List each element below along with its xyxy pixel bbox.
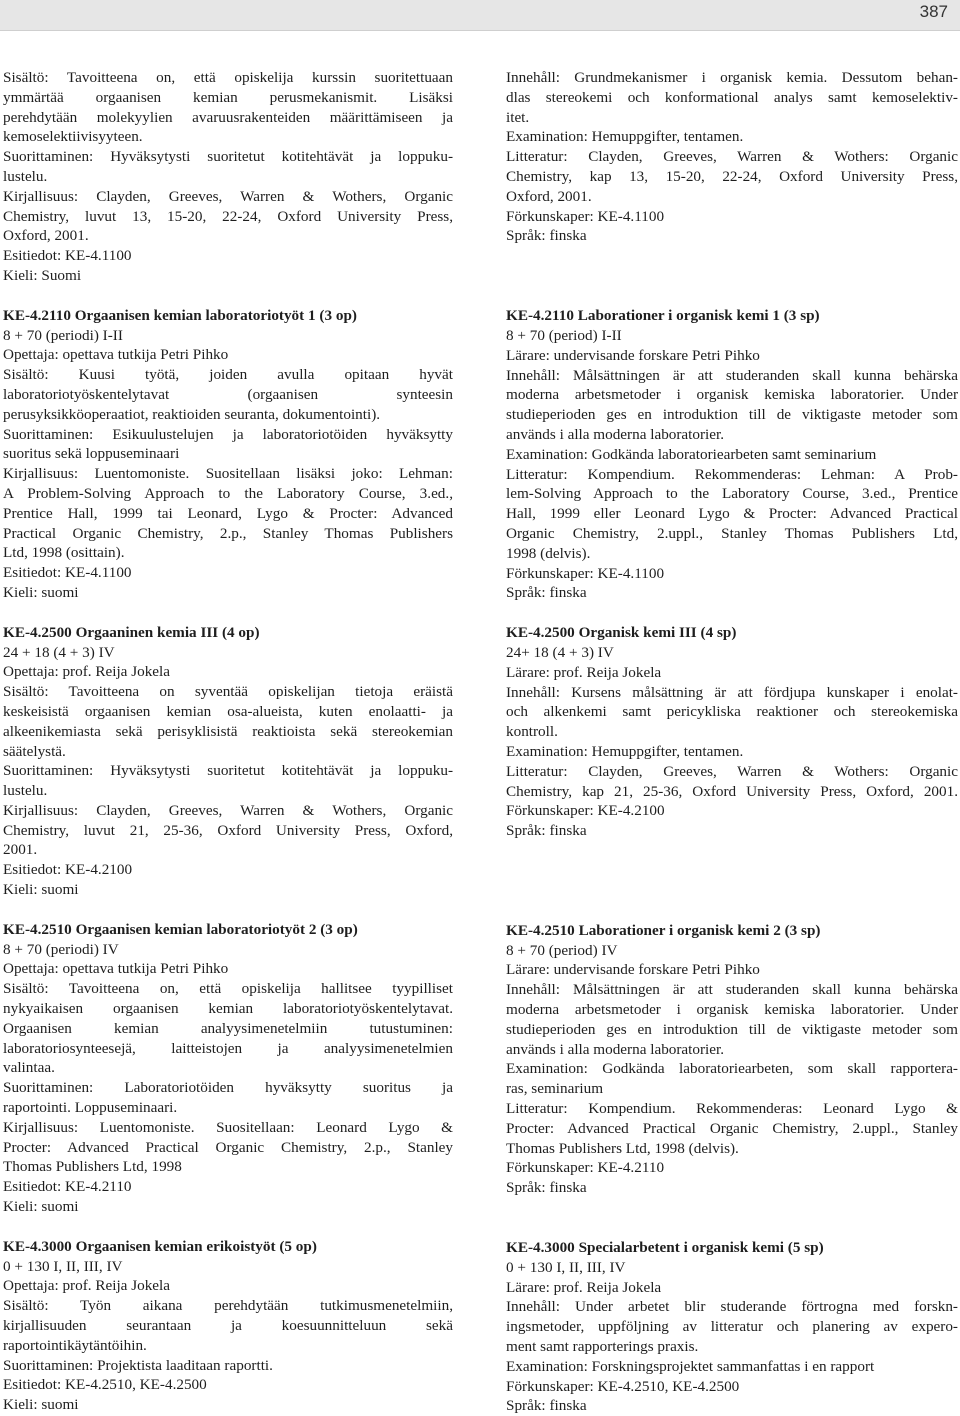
paragraph-gap <box>3 900 453 920</box>
text-line: raportointi. Loppuseminaari. <box>3 1099 178 1117</box>
text-line: Språk: finska <box>506 1397 587 1415</box>
text-line: Sisältö: Työn aikana perehdytään tutkimusmenetelmiin, <box>3 1297 453 1315</box>
text-line: Språk: finska <box>506 227 587 245</box>
text-line: Examination: Godkända laboratoriearbeten samt seminarium <box>506 445 877 463</box>
page-header-bar <box>0 0 960 31</box>
text-line: Kirjallisuus: Clayden, Greeves, Warren & Wothers, Organic <box>3 187 453 205</box>
text-line: Sisältö: Kuusi työtä, joiden avulla opitaan hyvät <box>3 366 453 384</box>
text-line: dlas stereokemi och konformational analys samt kemoselektiv- <box>506 88 958 106</box>
text-line: Innehåll: Grundmekanismer i organisk kemia. Dessutom behan- <box>506 69 958 86</box>
text-line: Språk: finska <box>506 822 587 840</box>
text-line: kemoselektiivisyyteen. <box>3 128 143 146</box>
text-line: Språk: finska <box>506 1179 587 1197</box>
text-line: alkeenikemiasta sekä perisyklisistä reaktioista sekä stereokemian <box>3 722 453 740</box>
text-line: itet. <box>506 108 530 126</box>
text-line: Esitiedot: KE-4.2100 <box>3 861 133 879</box>
text-line: Lärare: undervisande forskare Petri Pihko <box>506 346 760 364</box>
text-line: studieperioden ges en introduktion till de viktigaste metoder som <box>506 406 958 424</box>
text-line: suoritus sekä loppuseminaari <box>3 445 180 463</box>
text-line: Förkunskaper: KE-4.2100 <box>506 802 665 820</box>
paragraph-gap <box>506 861 958 881</box>
text-line: Examination: Hemuppgifter, tentamen. <box>506 128 744 146</box>
text-line: 8 + 70 (periodi) I-II <box>3 326 123 344</box>
text-line: Suorittaminen: Laboratoriotöiden hyväksytty suoritus ja <box>3 1079 453 1097</box>
paragraph-gap <box>506 1198 958 1218</box>
text-line: Esitiedot: KE-4.1100 <box>3 247 132 265</box>
paragraph-gap <box>506 246 958 266</box>
text-line: 1998 (delvis). <box>506 544 591 562</box>
text-line: Orgaanisen kemian analyysimenetelmiin tutustuminen: <box>3 1019 453 1037</box>
paragraph-gap <box>3 286 453 306</box>
text-line: Kieli: suomi <box>3 583 79 601</box>
text-line: kontroll. <box>506 723 558 741</box>
course-heading: KE-4.2510 Laborationer i organisk kemi 2 (3 sp) <box>506 921 821 939</box>
text-line: Esitiedot: KE-4.2110 <box>3 1178 132 1196</box>
text-line: Kirjallisuus: Luentomoniste. Suositellaan: Leonard Lygo & <box>3 1118 453 1136</box>
text-line: Practical Organic Chemistry, 2.p., Stanley Thomas Publishers <box>3 524 453 542</box>
text-line: Chemistry, kap 13, 15-20, 22-24, Oxford University Press, <box>506 167 958 185</box>
paragraph-gap <box>506 266 958 286</box>
text-line: 24+ 18 (4 + 3) IV <box>506 643 614 661</box>
text-line: moderna arbetsmetoder i organisk kemiska laboratorier. Under <box>506 1001 958 1019</box>
text-line: Sisältö: Tavoitteena on, että opiskelija kurssin suoritettuaan <box>3 69 453 86</box>
course-heading: KE-4.2110 Laborationer i organisk kemi 1 (3 sp) <box>506 307 820 325</box>
text-line: Kirjallisuus: Luentomoniste. Suositellaan lisäksi joko: Lehman: <box>3 465 453 483</box>
text-line: perehdytään molekyylien avaruusrakenteiden määrittämiseen ja <box>3 108 453 126</box>
text-line: lustelu. <box>3 167 48 185</box>
text-line: nykyaikaisen orgaanisen kemian laboratoriotyöskentelytavat. <box>3 1000 453 1018</box>
paragraph-gap <box>3 1217 453 1237</box>
text-line: Litteratur: Kompendium. Rekommenderas: Leonard Lygo & <box>506 1100 958 1118</box>
text-line: Lärare: prof. Reija Jokela <box>506 1278 662 1296</box>
course-heading: KE-4.3000 Orgaanisen kemian erikoistyöt (5 op) <box>3 1237 317 1255</box>
text-line: laboratoriotyöskentelytavat (orgaanisen synteesin <box>3 385 453 403</box>
text-line: Procter: Advanced Practical Organic Chemistry, 2.uppl., Stanley <box>506 1119 958 1137</box>
text-line: 8 + 70 (period) I-II <box>506 326 622 344</box>
text-line: och alkenkemi samt pericykliska reaktioner och stereokemiska <box>506 703 958 721</box>
paragraph-gap <box>3 603 453 623</box>
text-line: Innehåll: Kursens målsättning är att fördjupa kunskaper i enolat- <box>506 683 958 701</box>
course-heading: KE-4.2110 Orgaanisen kemian laboratoriotyöt 1 (3 op) <box>3 306 357 324</box>
text-line: används i alla moderna laboratorier. <box>506 1040 725 1058</box>
text-line: moderna arbetsmetoder i organisk kemiska laboratorier. Under <box>506 386 958 404</box>
text-line: Examination: Godkända laboratoriearbeten, som skall rapportera- <box>506 1060 958 1078</box>
text-line: Oxford, 2001. <box>3 227 89 245</box>
swedish-column <box>506 68 958 1416</box>
text-line: Innehåll: Målsättningen är att studeranden skall kunna behärska <box>506 366 958 384</box>
paragraph-gap <box>506 1218 958 1238</box>
text-line: Innehåll: Målsättningen är att studeranden skall kunna behärska <box>506 981 958 999</box>
text-line: Suorittaminen: Hyväksytysti suoritetut kotitehtävät ja loppuku- <box>3 762 453 780</box>
text-line: Prentice Hall, 1999 tai Leonard, Lygo & Procter: Advanced <box>3 504 453 522</box>
text-line: 2001. <box>3 841 38 859</box>
course-heading: KE-4.2500 Orgaaninen kemia III (4 op) <box>3 623 260 641</box>
text-line: Litteratur: Clayden, Greeves, Warren & Wothers: Organic <box>506 762 958 780</box>
text-line: keskeisistä orgaanisen kemian osa-alueista, kuten enolaatti- ja <box>3 702 453 720</box>
text-line: lustelu. <box>3 782 48 800</box>
text-line: Kirjallisuus: Clayden, Greeves, Warren & Wothers, Organic <box>3 801 453 819</box>
text-line: Opettaja: opettava tutkija Petri Pihko <box>3 960 229 978</box>
finnish-column <box>3 68 453 1415</box>
text-line: Sisältö: Tavoitteena on, että opiskelija hallitsee tyypilliset <box>3 980 453 998</box>
text-line: Kieli: suomi <box>3 1396 79 1414</box>
text-line: Hall, 1999 eller Leonard Lygo & Procter: Advanced Practical <box>506 505 958 523</box>
text-line: 8 + 70 (periodi) IV <box>3 940 119 958</box>
text-line: Esitiedot: KE-4.1100 <box>3 564 132 582</box>
paragraph-gap <box>506 841 958 861</box>
text-line: laboratoriosynteesejä, laitteistojen ja analyysimenetelmien <box>3 1039 453 1057</box>
text-line: Litteratur: Clayden, Greeves, Warren & Wothers: Organic <box>506 148 958 166</box>
text-line: Lärare: undervisande forskare Petri Pihko <box>506 961 760 979</box>
text-line: Kieli: suomi <box>3 881 79 899</box>
text-line: Esitiedot: KE-4.2510, KE-4.2500 <box>3 1376 207 1394</box>
text-line: Kieli: Suomi <box>3 266 82 284</box>
text-line: Chemistry, kap 21, 25-36, Oxford University Press, Oxford, 2001. <box>506 782 958 800</box>
text-line: ment samt rapporterings praxis. <box>506 1338 699 1356</box>
text-line: Examination: Forskningsprojektet sammanfattas i en rapport <box>506 1357 875 1375</box>
text-line: kirjallisuuden seurantaan ja koesuunnitteluun sekä <box>3 1317 453 1335</box>
text-line: 0 + 130 I, II, III, IV <box>506 1258 626 1276</box>
paragraph-gap <box>506 901 958 921</box>
text-line: Litteratur: Kompendium. Rekommenderas: Lehman: A Prob- <box>506 465 958 483</box>
text-line: ras, seminarium <box>506 1080 604 1098</box>
text-line: perusyksikköoperaatiot, reaktioiden seuranta, dokumentointi). <box>3 405 381 423</box>
text-line: valintaa. <box>3 1059 55 1077</box>
paragraph-gap <box>506 603 958 623</box>
text-line: Oxford, 2001. <box>506 187 592 205</box>
text-line: 0 + 130 I, II, III, IV <box>3 1257 123 1275</box>
text-line: raportointikäytäntöihin. <box>3 1336 147 1354</box>
text-line: Opettaja: opettava tutkija Petri Pihko <box>3 346 229 364</box>
text-line: ymmärtää orgaanisen kemian perusmekanismit. Lisäksi <box>3 88 453 106</box>
text-line: A Problem-Solving Approach to the Laboratory Course, 3.ed., <box>3 484 453 502</box>
text-line: används i alla moderna laboratorier. <box>506 425 725 443</box>
course-heading: KE-4.2500 Organisk kemi III (4 sp) <box>506 624 737 642</box>
text-line: lem-Solving Approach to the Laboratory Course, 3.ed., Prentice <box>506 485 958 503</box>
paragraph-gap <box>506 881 958 901</box>
text-line: Organic Chemistry, 2.uppl., Stanley Thomas Publishers Ltd, <box>506 524 958 542</box>
text-line: Kieli: suomi <box>3 1198 79 1216</box>
text-line: Procter: Advanced Practical Organic Chemistry, 2.p., Stanley <box>3 1138 453 1156</box>
text-line: Opettaja: prof. Reija Jokela <box>3 663 171 681</box>
text-line: ingsmetoder, uppföljning av litteratur och planering av expero- <box>506 1318 958 1336</box>
text-line: Förkunskaper: KE-4.2510, KE-4.2500 <box>506 1377 740 1395</box>
text-line: 24 + 18 (4 + 3) IV <box>3 643 115 661</box>
text-line: Chemistry, luvut 13, 15-20, 22-24, Oxford University Press, <box>3 207 453 225</box>
text-line: Thomas Publishers Ltd, 1998 <box>3 1158 182 1176</box>
paragraph-gap <box>506 286 958 306</box>
text-line: Suorittaminen: Projektista laaditaan raportti. <box>3 1356 273 1374</box>
text-line: Suorittaminen: Esikuulustelujen ja laboratoriotöiden hyväksytty <box>3 425 453 443</box>
text-line: Innehåll: Under arbetet blir studerande förtrogna med forskn- <box>506 1298 958 1316</box>
text-line: Suorittaminen: Hyväksytysti suoritetut kotitehtävät ja loppuku- <box>3 148 453 166</box>
text-line: Språk: finska <box>506 584 587 602</box>
text-line: säätelystä. <box>3 742 66 760</box>
text-line: Sisältö: Tavoitteena on syventää opiskelijan tietoja eräistä <box>3 683 453 701</box>
text-line: Lärare: prof. Reija Jokela <box>506 663 662 681</box>
text-line: Thomas Publishers Ltd, 1998 (delvis). <box>506 1139 739 1157</box>
text-line: Opettaja: prof. Reija Jokela <box>3 1277 171 1295</box>
course-heading: KE-4.2510 Orgaanisen kemian laboratoriotyöt 2 (3 op) <box>3 920 358 938</box>
text-line: Chemistry, luvut 21, 25-36, Oxford University Press, Oxford, <box>3 821 453 839</box>
text-line: Examination: Hemuppgifter, tentamen. <box>506 742 744 760</box>
text-line: Förkunskaper: KE-4.2110 <box>506 1159 665 1177</box>
text-line: studieperioden ges en introduktion till de viktigaste metoder som <box>506 1020 958 1038</box>
text-line: Förkunskaper: KE-4.1100 <box>506 207 665 225</box>
text-line: Ltd, 1998 (osittain). <box>3 544 125 562</box>
text-line: Förkunskaper: KE-4.1100 <box>506 564 665 582</box>
text-line: 8 + 70 (period) IV <box>506 941 618 959</box>
page-number: 387 <box>919 2 948 21</box>
course-heading: KE-4.3000 Specialarbetent i organisk kemi (5 sp) <box>506 1239 824 1257</box>
